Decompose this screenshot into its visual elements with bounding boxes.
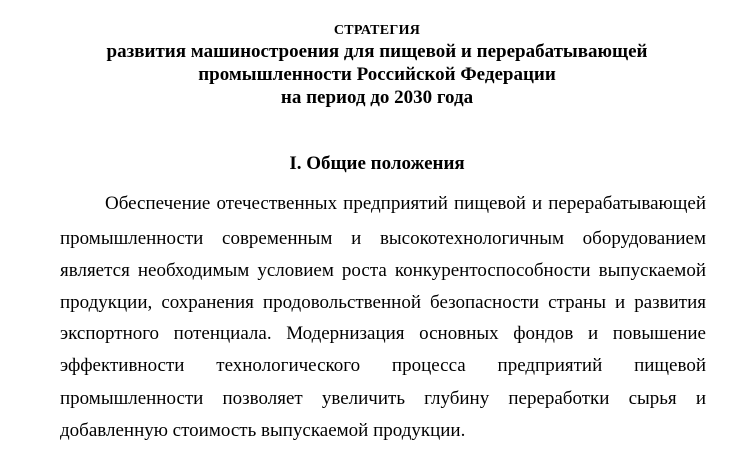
paragraph-line: является необходимым условием роста конкурентоспособности выпускаемой [60, 260, 706, 281]
paragraph-line: экспортного потенциала. Модернизация основных фондов и повышение [60, 323, 706, 344]
paragraph-line: продукции, сохранения продовольственной безопасности страны и развития [60, 292, 706, 313]
title-label: СТРАТЕГИЯ [333, 23, 421, 38]
title-line-2: промышленности Российской Федерации [198, 64, 556, 85]
title-line-1: развития машиностроения для пищевой и перерабатывающей [106, 41, 648, 62]
paragraph-line: эффективности технологического процесса предприятий пищевой [60, 355, 706, 376]
section-heading: I. Общие положения [289, 153, 465, 174]
paragraph-line: промышленности современным и высокотехнологичным оборудованием [60, 228, 706, 249]
paragraph-line: промышленности позволяет увеличить глубину переработки сырья и [60, 388, 706, 409]
paragraph-line: добавленную стоимость выпускаемой продукции. [60, 420, 466, 441]
document-title [0, 22, 754, 109]
title-line-3: на период до 2030 года [280, 87, 474, 108]
paragraph-line: Обеспечение отечественных предприятий пищевой и перерабатывающей [105, 193, 706, 214]
